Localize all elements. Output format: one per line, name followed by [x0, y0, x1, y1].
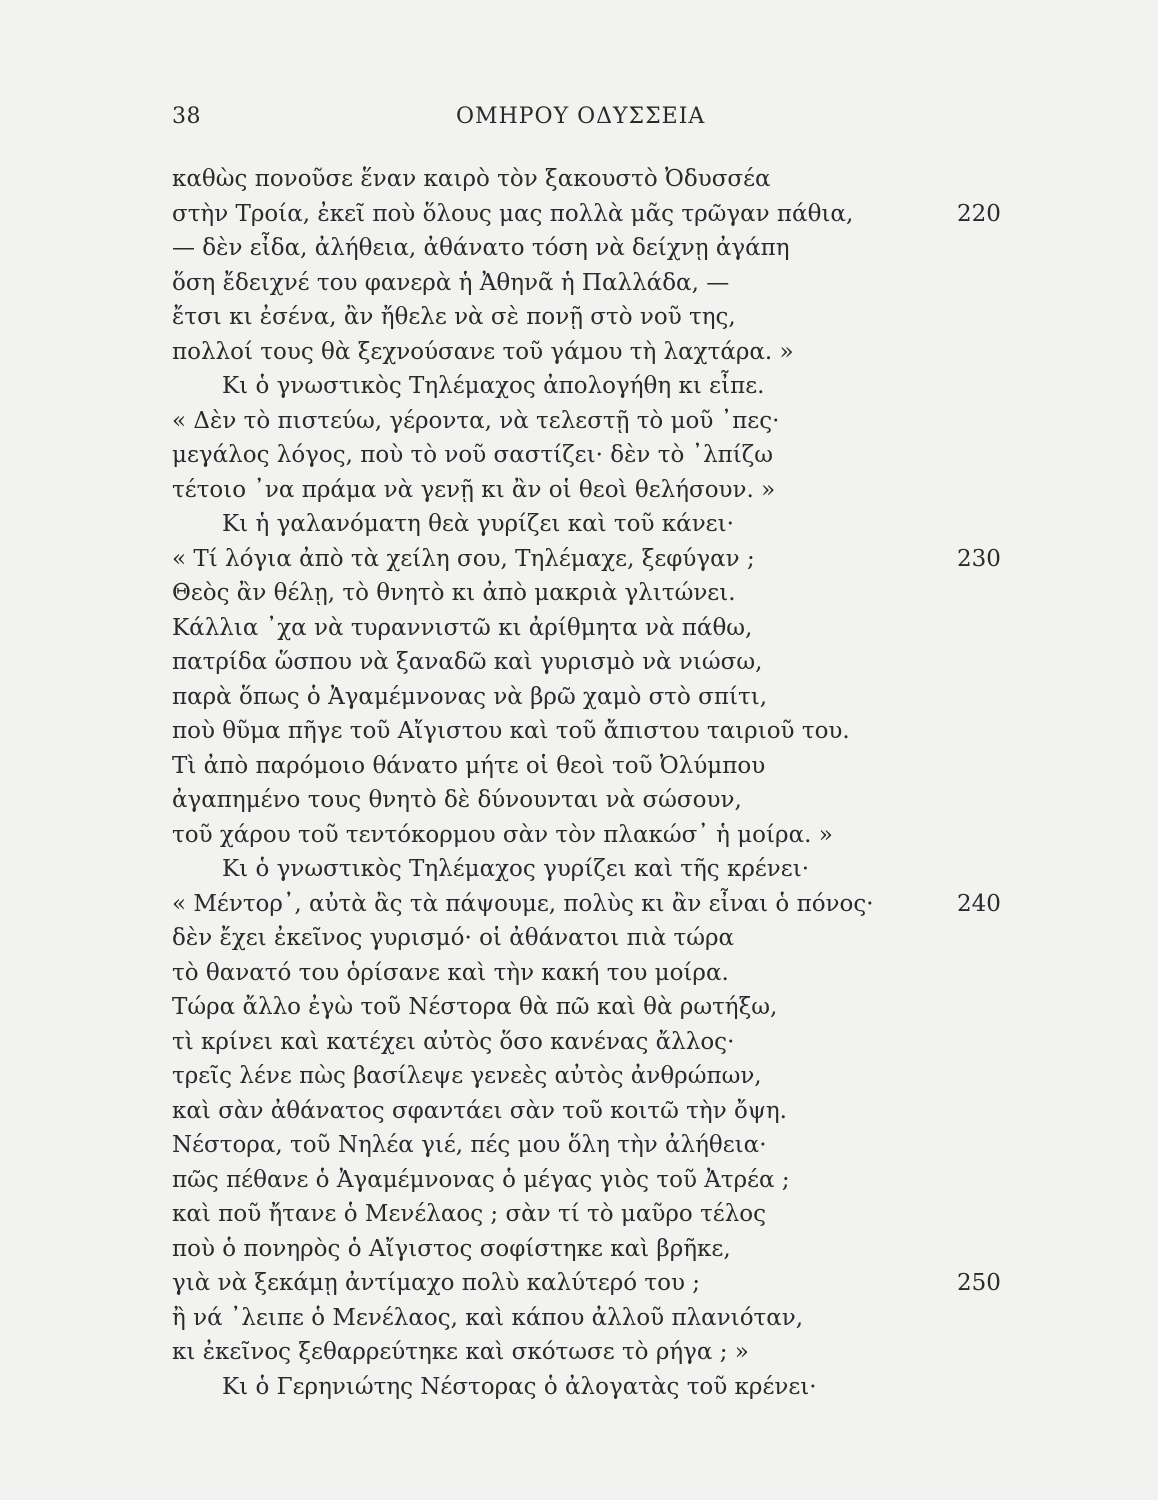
verse-text: ἀγαπημένο τους θνητὸ δὲ δύνουνται νὰ σώσουν, — [172, 787, 742, 813]
verse-text: Τὶ ἀπὸ παρόμοιο θάνατο μήτε οἱ θεοὶ τοῦ Ὀλύμπου — [172, 752, 766, 779]
line-number: 230 — [957, 545, 1001, 572]
verse-text: στὴν Τροία, ἐκεῖ ποὺ ὅλους μας πολλὰ μᾶς τρῶγαν πάθια, — [172, 200, 854, 227]
verse-text: μεγάλος λόγος, ποὺ τὸ νοῦ σαστίζει· δὲν τὸ ᾽λπίζω — [172, 442, 774, 468]
verse-line — [172, 266, 1012, 301]
verse-text: ποὺ ὁ πονηρὸς ὁ Αἴγιστος σοφίστηκε καὶ βρῆκε, — [172, 1235, 731, 1262]
verse-line — [172, 921, 1012, 956]
verse-text: Κι ὁ Γερηνιώτης Νέστορας ὁ ἀλογατὰς τοῦ κρένει· — [222, 1373, 817, 1400]
verse-text: Κι ὁ γνωστικὸς Τηλέμαχος γυρίζει καὶ τῆς κρένει· — [222, 856, 810, 882]
verse-text: τὶ κρίνει καὶ κατέχει αὐτὸς ὅσο κανένας ἄλλος· — [172, 1028, 735, 1055]
verse-line — [172, 1335, 1012, 1370]
verse-text: ὅση ἔδειχνέ του φανερὰ ἡ Ἀθηνᾶ ἡ Παλλάδα, — — [172, 269, 730, 296]
verse-line — [172, 1197, 1012, 1232]
verse-line — [172, 1128, 1012, 1163]
verse-line — [172, 1301, 1012, 1336]
verse-text: Κάλλια ᾽χα νὰ τυραννιστῶ κι ἀρίθμητα νὰ πάθω, — [172, 614, 753, 641]
verse-line — [172, 300, 1012, 335]
verse-text: καθὼς πονοῦσε ἕναν καιρὸ τὸν ξακουστὸ Ὀδυσσέα — [172, 166, 771, 192]
verse-line — [172, 956, 1012, 991]
verse-text: Νέστορα, τοῦ Νηλέα γιέ, πές μου ὅλη τὴν ἀλήθεια· — [172, 1132, 767, 1158]
verse-text: γιὰ νὰ ξεκάμῃ ἀντίμαχο πολὺ καλύτερό του ; — [172, 1270, 701, 1296]
verse-line — [172, 162, 1012, 197]
verse-text: ποὺ θῦμα πῆγε τοῦ Αἴγιστου καὶ τοῦ ἄπιστου ταιριοῦ του. — [172, 718, 850, 744]
line-number: 240 — [957, 890, 1001, 917]
verse-text: πολλοί τους θὰ ξεχνούσανε τοῦ γάμου τὴ λαχτάρα. » — [172, 338, 794, 365]
verse-text: « Τί λόγια ἀπὸ τὰ χείλη σου, Τηλέμαχε, ξεφύγαν ; — [172, 545, 755, 572]
verse-line — [172, 438, 1012, 473]
verse-text: τοῦ χάρου τοῦ τεντόκορμου σὰν τὸν πλακώσ᾽ ἡ μοίρα. » — [172, 821, 833, 848]
verse-line — [172, 473, 1012, 508]
verse-text: ἔτσι κι ἐσένα, ἂν ἤθελε νὰ σὲ πονῇ στὸ νοῦ της, — [172, 304, 736, 330]
verse-text: τέτοιο ᾽να πράμα νὰ γενῇ κι ἂν οἱ θεοὶ θελήσουν. » — [172, 476, 776, 503]
verse-text: Τώρα ἄλλο ἐγὼ τοῦ Νέστορα θὰ πῶ καὶ θὰ ρωτήξω, — [172, 994, 778, 1020]
verse-line — [172, 990, 1012, 1025]
verse-line — [172, 818, 1012, 853]
verse-line — [172, 404, 1012, 439]
verse-line — [172, 1232, 1012, 1267]
verse-text: « Δὲν τὸ πιστεύω, γέροντα, νὰ τελεστῇ τὸ μοῦ ᾽πες· — [172, 407, 780, 434]
page-number: 38 — [172, 104, 201, 129]
verse-text: καὶ σὰν ἀθάνατος σφαντάει σὰν τοῦ κοιτῶ τὴν ὄψη. — [172, 1097, 787, 1124]
line-number: 220 — [957, 200, 1001, 227]
running-title: ΟΜΗΡΟΥ ΟΔΥΣΣΕΙΑ — [456, 104, 706, 129]
verse-text: Θεὸς ἂν θέλῃ, τὸ θνητὸ κι ἀπὸ μακριὰ γλιτώνει. — [172, 580, 736, 606]
verse-text: Κι ὁ γνωστικὸς Τηλέμαχος ἀπολογήθη κι εἶπε. — [222, 373, 765, 399]
verse-line — [172, 680, 1012, 715]
verse-line — [172, 1025, 1012, 1060]
verse-line — [172, 1163, 1012, 1198]
verse-text: πῶς πέθανε ὁ Ἀγαμέμνονας ὁ μέγας γιὸς τοῦ Ἀτρέα ; — [172, 1166, 790, 1193]
verse-text: Κι ἡ γαλανόματη θεὰ γυρίζει καὶ τοῦ κάνει· — [222, 511, 734, 537]
verse-line — [172, 852, 1012, 887]
verse-line — [172, 1266, 1012, 1301]
line-number: 250 — [957, 1270, 1001, 1296]
verse-text: καὶ ποῦ ἤτανε ὁ Μενέλαος ; σὰν τί τὸ μαῦρο τέλος — [172, 1201, 767, 1227]
verse-text: δὲν ἔχει ἐκεῖνος γυρισμό· οἱ ἀθάνατοι πιὰ τώρα — [172, 925, 735, 951]
verse-line — [172, 576, 1012, 611]
verse-text: ἢ νά ᾽λειπε ὁ Μενέλαος, καὶ κάπου ἀλλοῦ πλανιόταν, — [172, 1304, 804, 1331]
verse-line — [172, 542, 1012, 577]
verse-text: « Μέντορ᾽, αὐτὰ ἂς τὰ πάψουμε, πολὺς κι ἂν εἶναι ὁ πόνος· — [172, 890, 874, 917]
verse-line — [172, 783, 1012, 818]
verse-text: παρὰ ὅπως ὁ Ἀγαμέμνονας νὰ βρῶ χαμὸ στὸ σπίτι, — [172, 683, 768, 710]
verse-line — [172, 1059, 1012, 1094]
verse-line — [172, 1094, 1012, 1129]
verse-line — [172, 231, 1012, 266]
verse-line — [172, 507, 1012, 542]
verse-line — [172, 887, 1012, 922]
verse-line — [172, 369, 1012, 404]
verse-block — [172, 162, 1012, 1404]
verse-text: πατρίδα ὥσπου νὰ ξαναδῶ καὶ γυρισμὸ νὰ νιώσω, — [172, 649, 763, 675]
verse-line — [172, 714, 1012, 749]
verse-text: — δὲν εἶδα, ἀλήθεια, ἀθάνατο τόση νὰ δείχνῃ ἀγάπη — [172, 235, 790, 261]
verse-line — [172, 1370, 1012, 1405]
verse-line — [172, 335, 1012, 370]
verse-text: τρεῖς λένε πὼς βασίλεψε γενεὲς αὐτὸς ἀνθρώπων, — [172, 1063, 762, 1089]
verse-text: κι ἐκεῖνος ξεθαρρεύτηκε καὶ σκότωσε τὸ ρήγα ; » — [172, 1339, 749, 1365]
verse-line — [172, 749, 1012, 784]
verse-line — [172, 611, 1012, 646]
verse-line — [172, 197, 1012, 232]
verse-line — [172, 645, 1012, 680]
verse-text: τὸ θανατό του ὁρίσανε καὶ τὴν κακή του μοίρα. — [172, 959, 729, 986]
